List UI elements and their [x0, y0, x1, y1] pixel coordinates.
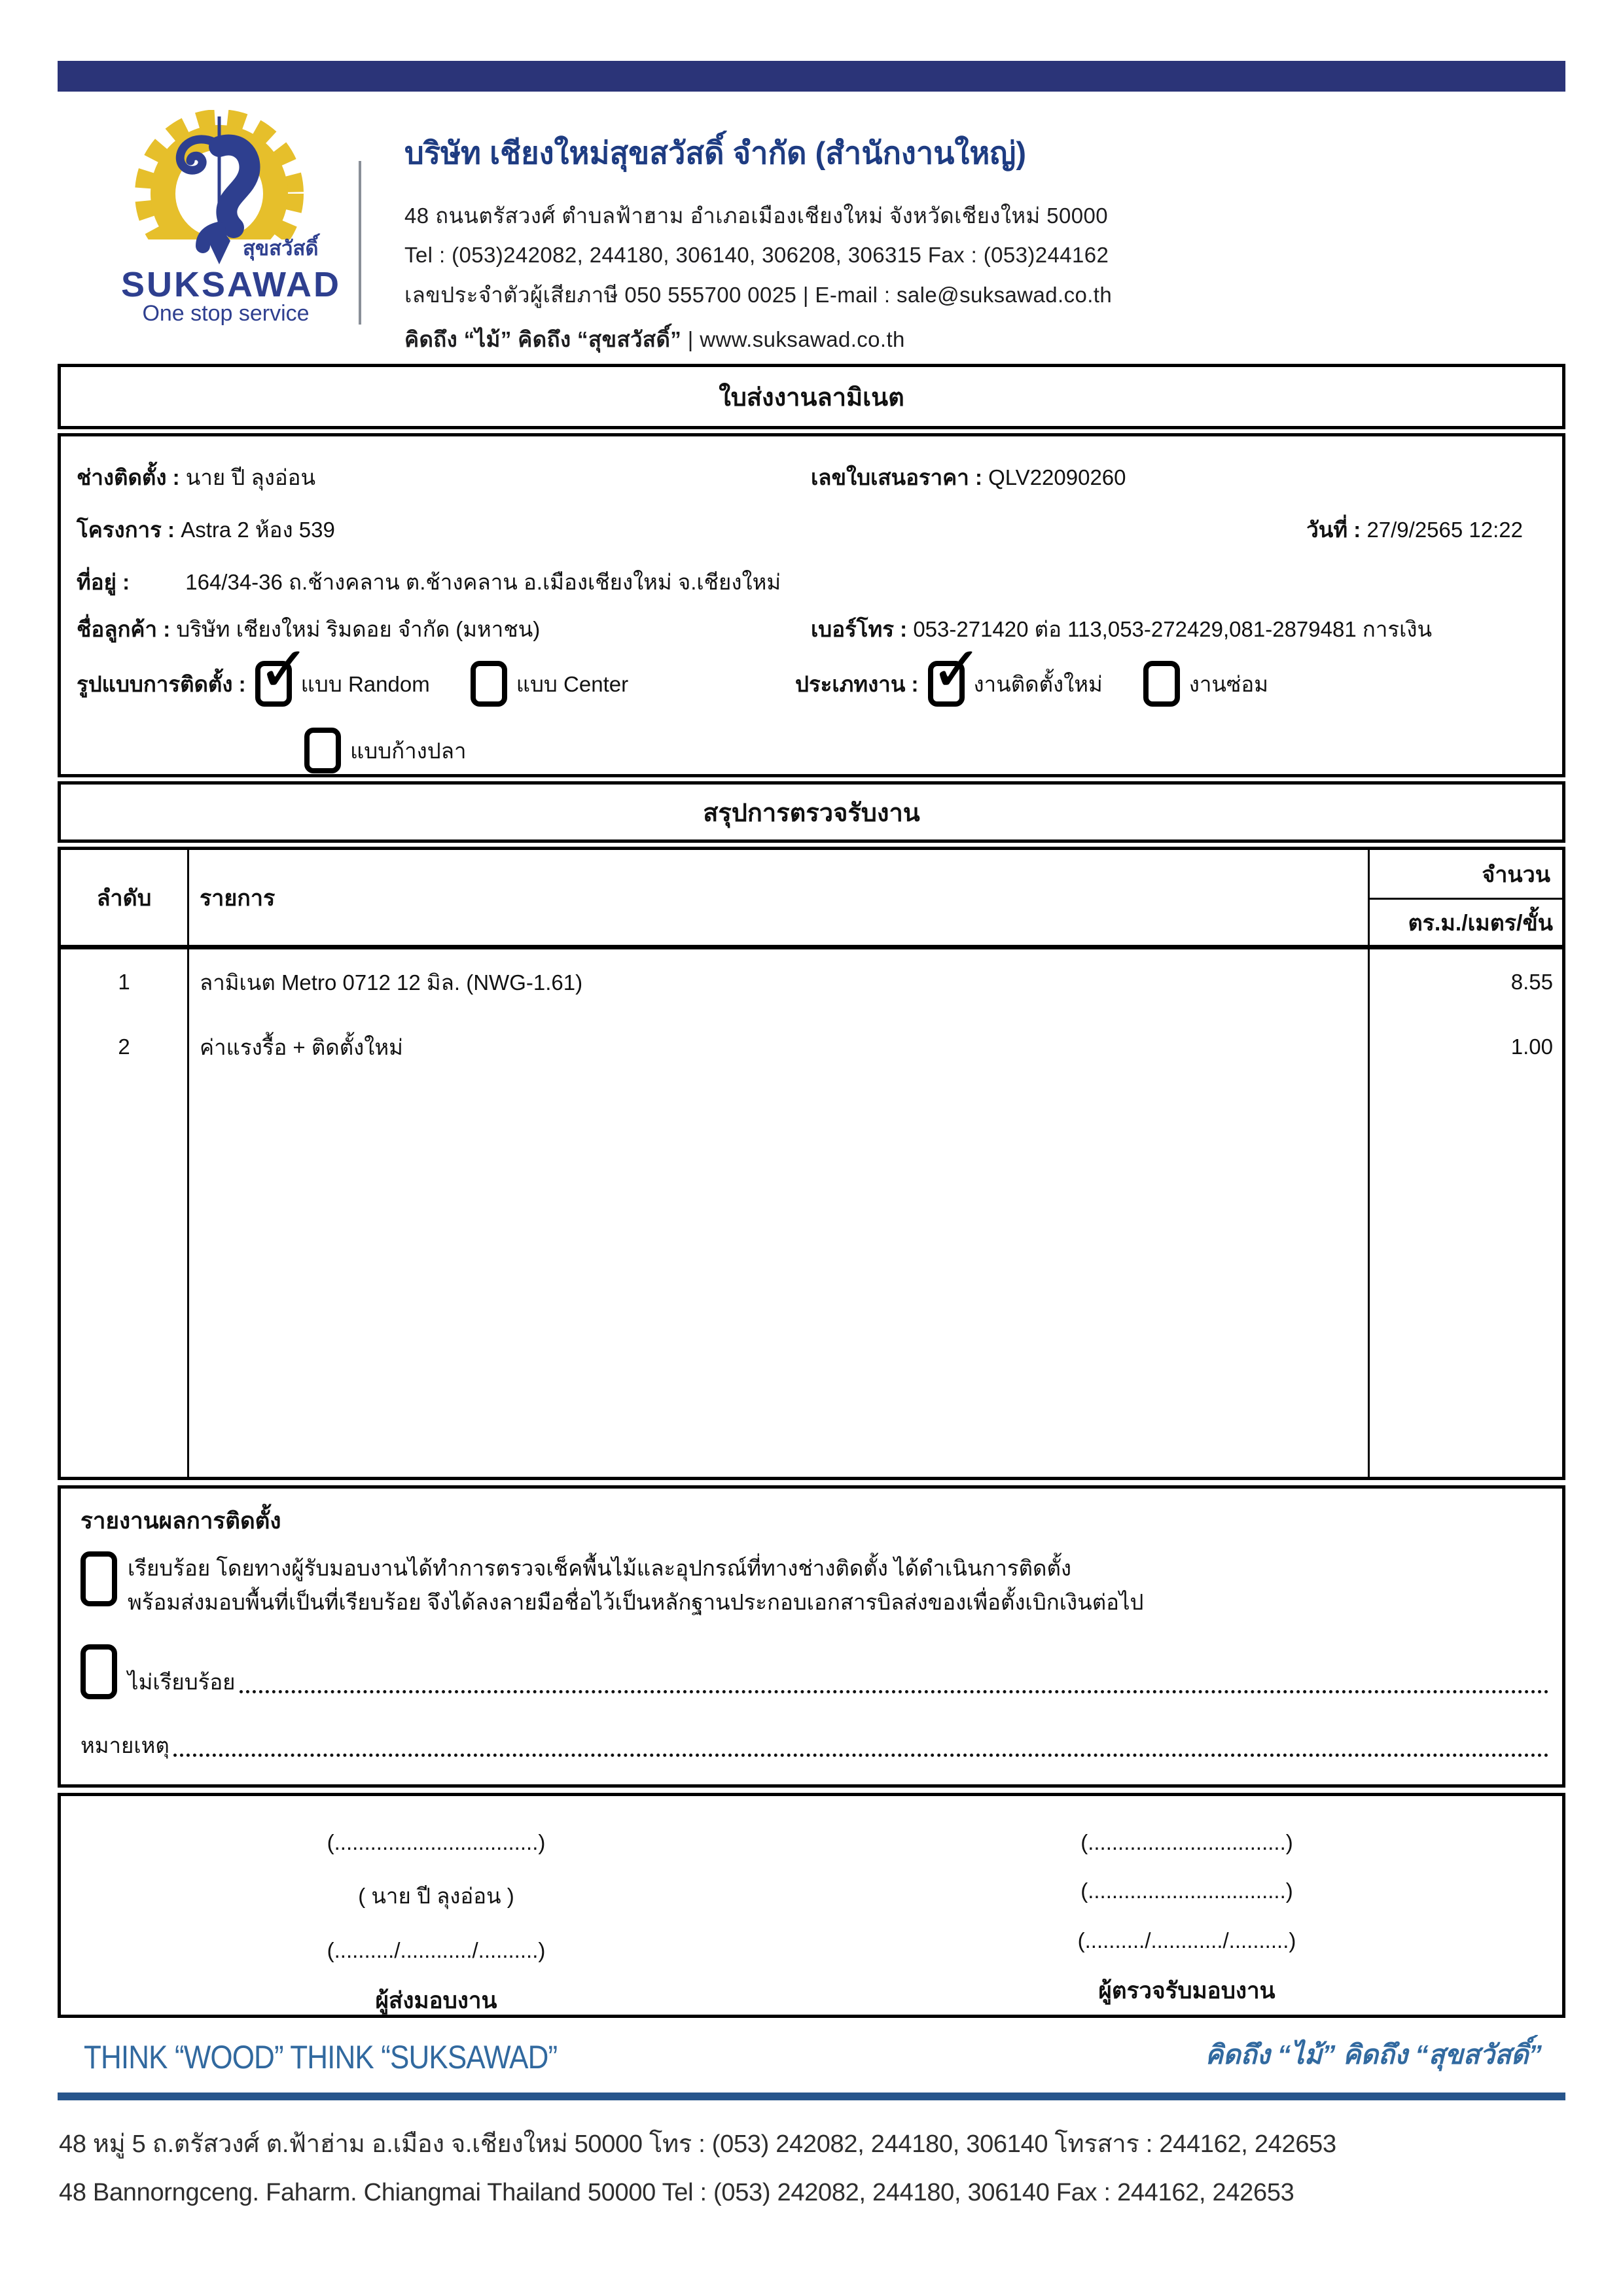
- report-not-ok-label: ไม่เรียบร้อย: [128, 1670, 236, 1694]
- phone-value: 053-271420 ต่อ 113,053-272429,081-2879481 การเงิน: [913, 617, 1433, 641]
- footer-slogans: [58, 2034, 1565, 2076]
- table-row-2-description: ค่าแรงรื้อ + ติดตั้งใหม่: [189, 1015, 1370, 1079]
- footer-address-thai: 48 หมู่ 5 ถ.ตรัสวงศ์ ต.ฟ้าฮ่าม อ.เมือง จ.เชียงใหม่ 50000 โทร : (053) 242082, 244180, 306140 โทรสาร : 244162, 242653: [59, 2130, 1336, 2158]
- form-fields-section: [58, 433, 1565, 777]
- address-label: ที่อยู่ :: [77, 570, 130, 594]
- column-header-quantity: จำนวน: [1370, 850, 1562, 900]
- quote-label: เลขใบเสนอราคา :: [811, 465, 982, 489]
- quote-value: QLV22090260: [988, 465, 1126, 489]
- sender-name: ( นาย ปี ลุงอ่อน ): [358, 1884, 514, 1908]
- company-slogan-bold: คิดถึง “ไม้” คิดถึง “สุขสวัสดิ์”: [404, 327, 682, 351]
- pattern-option-center-label: แบบ Center: [516, 671, 629, 696]
- summary-table: [58, 847, 1565, 1480]
- company-address: 48 ถนนตรัสวงศ์ ตำบลฟ้าฮาม อำเภอเมืองเชียงใหม่ จังหวัดเชียงใหม่ 50000: [404, 203, 1108, 228]
- company-slogan-url: | www.suksawad.co.th: [681, 327, 905, 351]
- header-divider: [359, 161, 361, 325]
- table-filler-no: [61, 1079, 189, 1477]
- column-header-description: รายการ: [189, 850, 1370, 949]
- jobtype-option-repair-label: งานซ่อม: [1188, 671, 1268, 696]
- installer-value: นาย ปี ลุงอ่อน: [185, 465, 316, 489]
- checkbox-pattern-center[interactable]: [471, 661, 507, 707]
- date-value: 27/9/2565 12:22: [1366, 518, 1523, 542]
- signature-sender-column: [61, 1796, 812, 2015]
- report-title: รายงานผลการติดตั้ง: [80, 1508, 281, 1534]
- field-pattern: [77, 656, 628, 711]
- pattern-option-random-label: แบบ Random: [300, 671, 430, 696]
- field-quote: [811, 460, 1126, 495]
- phone-label: เบอร์โทร :: [811, 617, 908, 641]
- top-accent-bar: [58, 61, 1565, 92]
- logo-thai-name: สุขสวัสดิ์: [243, 237, 319, 260]
- checkbox-report-ok[interactable]: [80, 1551, 117, 1606]
- company-info: [404, 128, 1569, 366]
- jobtype-option-new-label: งานติดตั้งใหม่: [973, 671, 1103, 696]
- field-jobtype: [795, 656, 1268, 711]
- table-filler-quantity: [1370, 1079, 1562, 1477]
- field-address: [77, 565, 781, 599]
- signature-section: [58, 1793, 1565, 2018]
- summary-title: สรุปการตรวจรับงาน: [58, 781, 1565, 843]
- pattern-option-herringbone-label: แบบก้างปลา: [350, 738, 467, 763]
- company-slogan: [404, 322, 1569, 357]
- field-phone: [811, 612, 1432, 646]
- company-logo: [121, 110, 342, 326]
- report-ok-text: [128, 1551, 1144, 1619]
- checkbox-pattern-random[interactable]: [255, 661, 292, 707]
- column-header-no: ลำดับ: [61, 850, 189, 949]
- project-label: โครงการ :: [77, 518, 175, 542]
- report-not-ok-row: [80, 1644, 1549, 1699]
- report-note-row: [80, 1728, 1549, 1763]
- inspector-role-label: ผู้ตรวจรับมอบงาน: [1098, 1978, 1275, 2004]
- report-ok-row: [80, 1551, 1549, 1619]
- company-name: บริษัท เชียงใหม่สุขสวัสดิ์ จำกัด (สำนักงานใหญ่): [404, 135, 1027, 170]
- sender-role-label: ผู้ส่งมอบงาน: [375, 1988, 497, 2013]
- signature-inspector-column: [812, 1796, 1562, 2015]
- inspector-name-line: (.................................): [1080, 1879, 1293, 1903]
- footer-address-english: 48 Bannorngceng. Faharm. Chiangmai Thailand 50000 Tel : (053) 242082, 244180, 306140 Fax : 244162, 242653: [59, 2179, 1294, 2206]
- report-ok-line2: พร้อมส่งมอบพื้นที่เป็นที่เรียบร้อย จึงได้ลงลายมือชื่อไว้เป็นหลักฐานประกอบเอกสารบิลส่งของเพื่อตั้งเบิกเงินต่อไป: [128, 1590, 1144, 1614]
- table-row-2-no: 2: [61, 1015, 189, 1079]
- report-section: [58, 1485, 1565, 1788]
- logo-tagline: One stop service: [142, 301, 310, 326]
- table-row-2-quantity: 1.00: [1510, 1034, 1553, 1059]
- sender-signature-line: (..................................): [327, 1830, 546, 1854]
- customer-value: บริษัท เชียงใหม่ ริมดอย จำกัด (มหาชน): [176, 617, 541, 641]
- report-note-dotted-line: [173, 1754, 1549, 1757]
- suksawad-logo-icon: [121, 110, 330, 287]
- checkbox-report-not-ok[interactable]: [80, 1644, 117, 1699]
- footer-slogan-en: THINK “WOOD” THINK “SUKSAWAD”: [84, 2039, 558, 2075]
- company-tax-line: เลขประจำตัวผู้เสียภาษี 050 555700 0025 | E-mail : sale@suksawad.co.th: [404, 283, 1113, 307]
- checkbox-jobtype-new[interactable]: [928, 661, 965, 707]
- footer-rule: [58, 2093, 1565, 2100]
- column-header-quantity-unit: ตร.ม./เมตร/ขั้น: [1370, 900, 1562, 949]
- logo-brand-text: SUKSAWAD: [121, 265, 342, 304]
- field-installer: [77, 460, 1126, 495]
- field-project: [77, 512, 1549, 547]
- checkbox-jobtype-repair[interactable]: [1143, 661, 1180, 707]
- table-row-1-quantity: 8.55: [1510, 970, 1553, 994]
- inspector-signature-line: (.................................): [1080, 1830, 1293, 1854]
- installer-label: ช่างติดตั้ง :: [77, 465, 180, 489]
- pattern-label: รูปแบบการติดตั้ง :: [77, 671, 246, 696]
- inspector-date-line: (........../............/..........): [1077, 1928, 1296, 1952]
- jobtype-label: ประเภทงาน :: [795, 671, 919, 696]
- table-filler-description: [189, 1079, 1370, 1477]
- table-row-1-no: 1: [61, 949, 189, 1015]
- date-label: วันที่ :: [1306, 518, 1361, 542]
- checkbox-pattern-herringbone[interactable]: [304, 728, 341, 773]
- sender-date-line: (........../............/..........): [327, 1938, 546, 1962]
- report-note-label: หมายเหตุ: [80, 1733, 169, 1757]
- table-row-1-description: ลามิเนต Metro 0712 12 มิล. (NWG-1.61): [189, 949, 1370, 1015]
- form-title: ใบส่งงานลามิเนต: [58, 364, 1565, 429]
- customer-label: ชื่อลูกค้า :: [77, 617, 171, 641]
- address-value: 164/34-36 ถ.ช้างคลาน ต.ช้างคลาน อ.เมืองเชียงใหม่ จ.เชียงใหม่: [185, 570, 781, 594]
- report-ok-line1: เรียบร้อย โดยทางผู้รับมอบงานได้ทำการตรวจเช็คพื้นไม้และอุปกรณ์ที่ทางช่างติดตั้ง ได้ดำเนินการติดตั้ง: [128, 1556, 1072, 1580]
- field-date: [1306, 512, 1523, 547]
- footer-slogan-th: คิดถึง “ไม้” คิดถึง “สุขสวัสดิ์”: [1205, 2040, 1542, 2070]
- report-not-ok-dotted-line: [240, 1690, 1549, 1693]
- company-phone-line: Tel : (053)242082, 244180, 306140, 306208, 306315 Fax : (053)244162: [404, 243, 1109, 267]
- project-value: Astra 2 ห้อง 539: [181, 518, 335, 542]
- field-pattern-herringbone: [304, 723, 467, 778]
